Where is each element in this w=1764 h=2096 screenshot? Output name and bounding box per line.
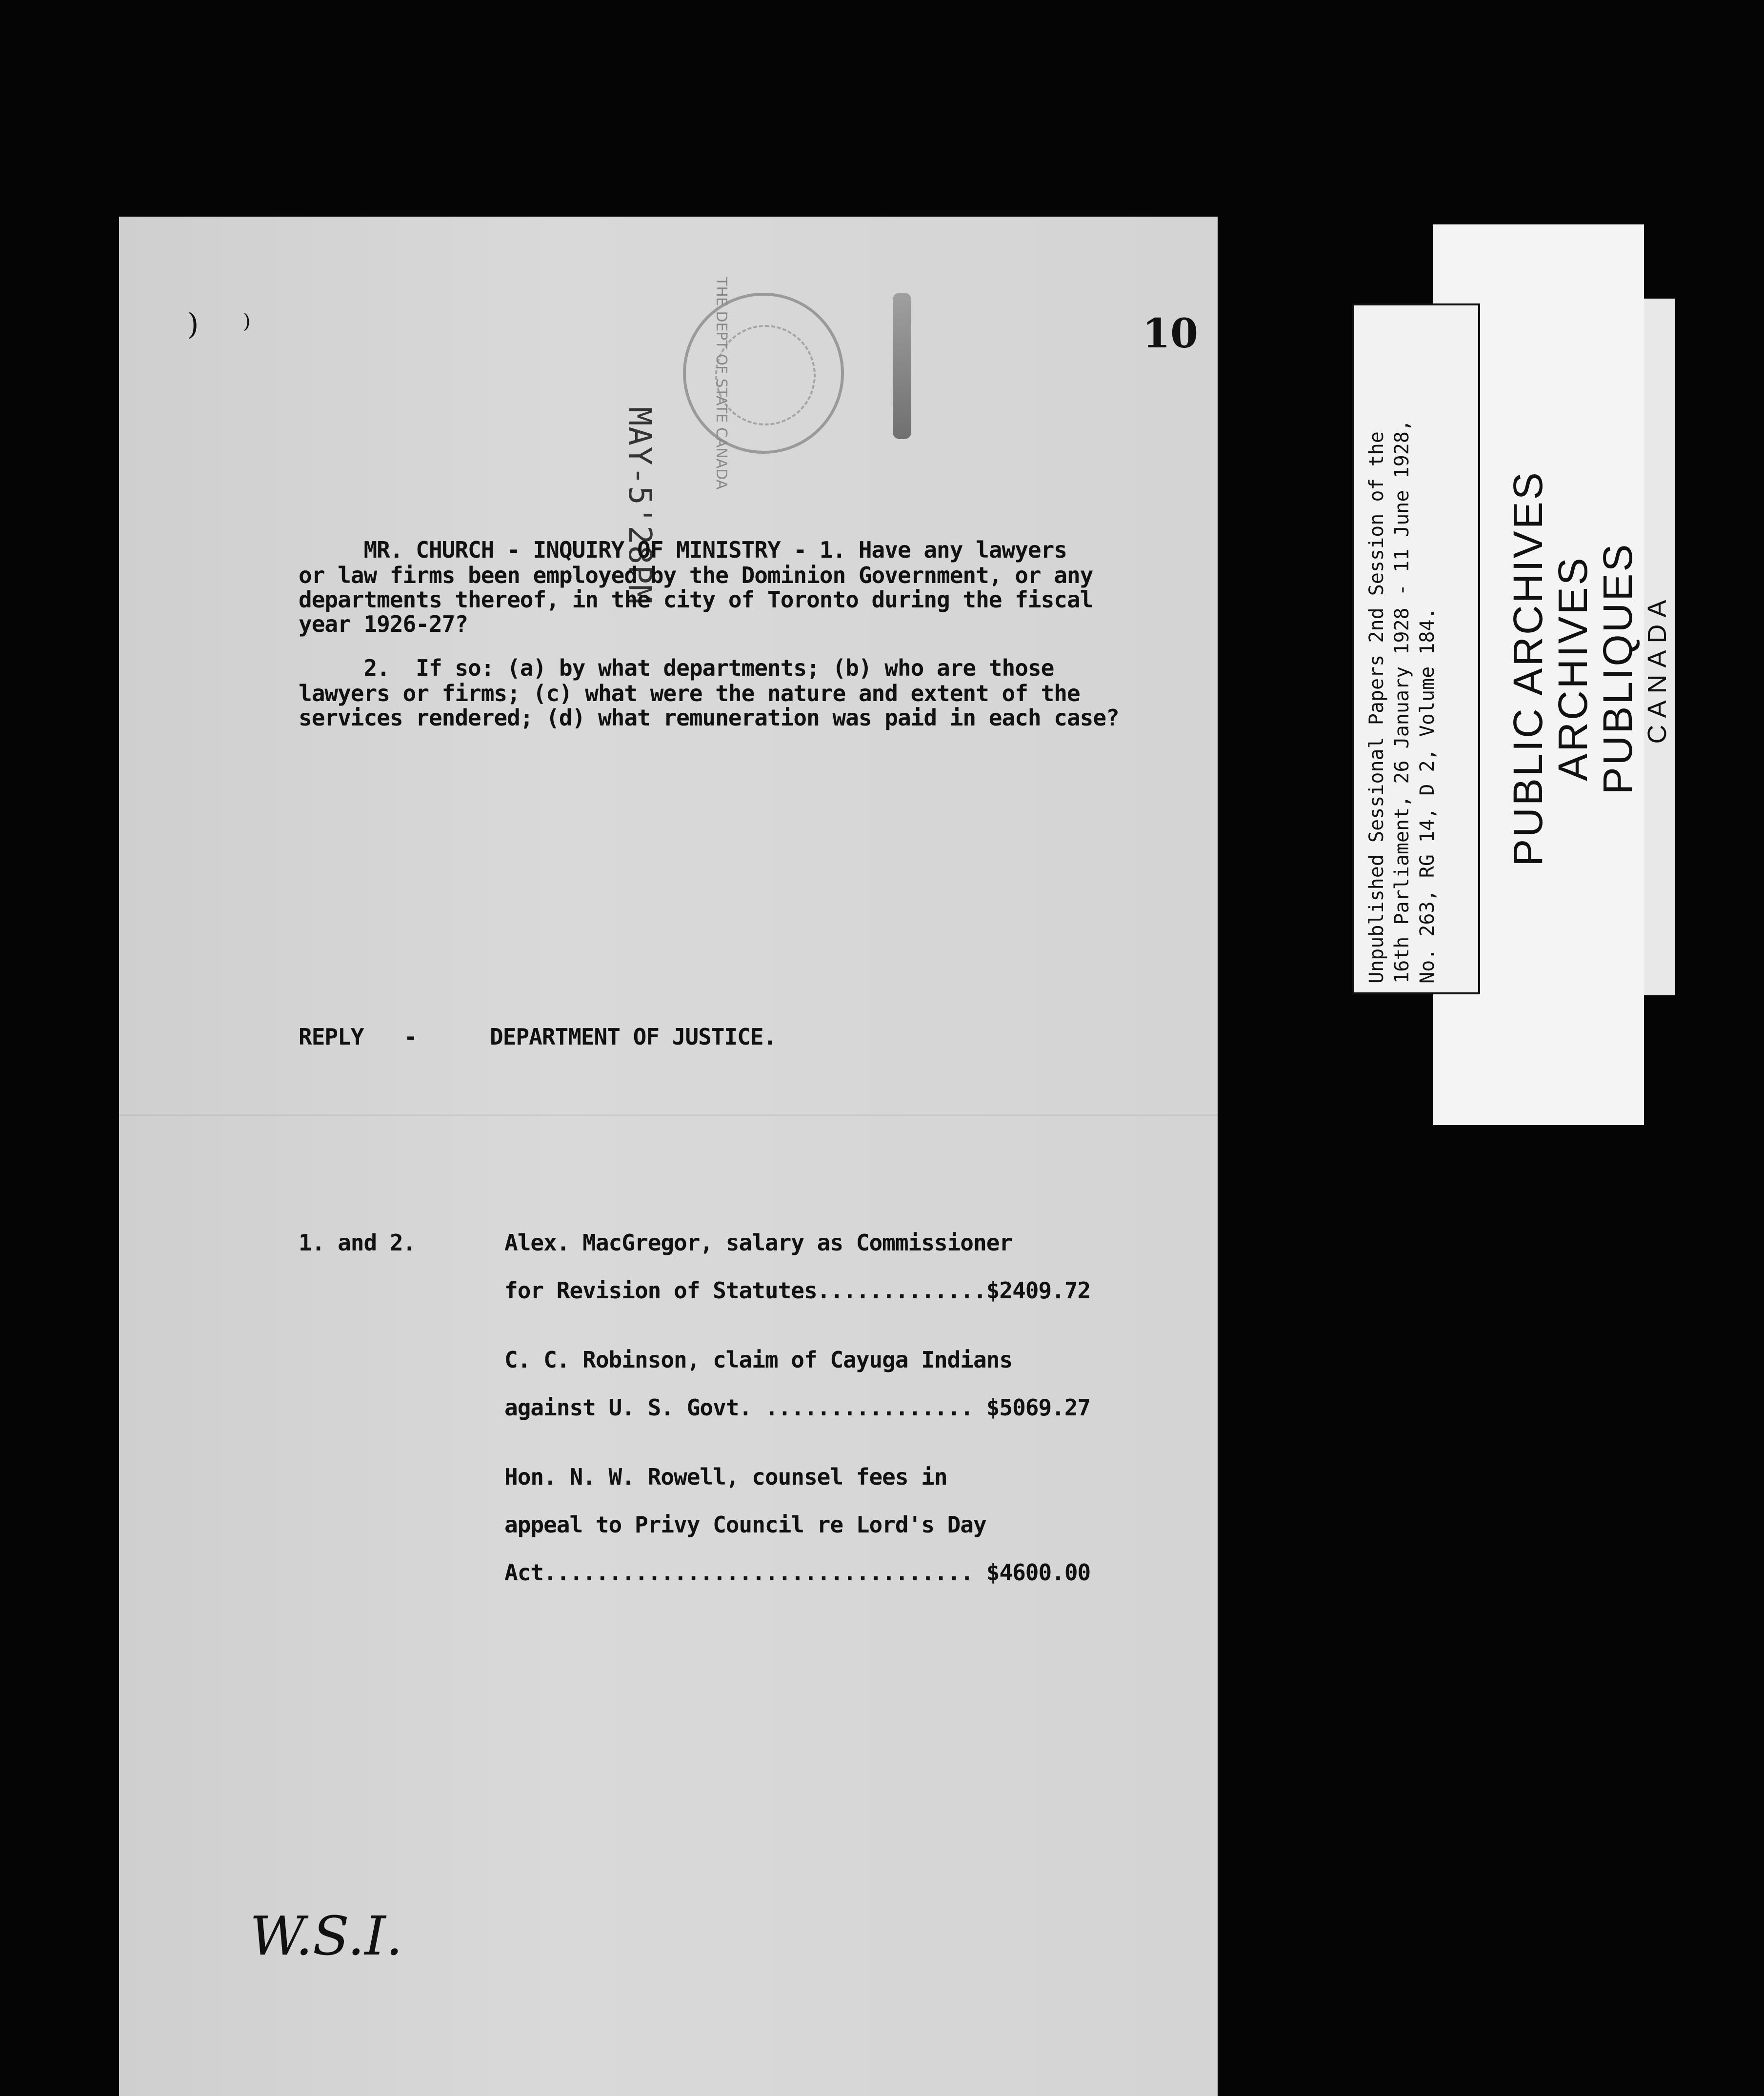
margin-mark: ) bbox=[187, 307, 199, 342]
answer-line: appeal to Privy Council re Lord's Day bbox=[504, 1512, 986, 1538]
answer-line: Act................................. $4600.00 bbox=[504, 1559, 1091, 1586]
reply-dash: - bbox=[404, 1024, 417, 1050]
reference-line: No. 263, RG 14, D 2, Volume 184. bbox=[1416, 607, 1439, 984]
department-seal-stamp bbox=[683, 277, 844, 490]
archives-stamp-text bbox=[1505, 424, 1674, 912]
archives-line-1: PUBLIC ARCHIVES bbox=[1505, 470, 1551, 867]
archive-reference-text bbox=[1364, 315, 1440, 984]
question-line: year 1926-27? bbox=[299, 611, 468, 637]
answer-number: 1. and 2. bbox=[299, 1229, 416, 1256]
document-page bbox=[119, 217, 1218, 2096]
answer-line: C. C. Robinson, claim of Cayuga Indians bbox=[504, 1347, 1013, 1373]
question-line: MR. CHURCH - INQUIRY OF MINISTRY - 1. Have any lawyers bbox=[299, 537, 1067, 563]
margin-mark: ) bbox=[243, 310, 251, 333]
ink-stroke bbox=[893, 293, 911, 439]
answer-line: for Revision of Statutes.............$2409.72 bbox=[504, 1277, 1091, 1304]
answer-line: against U. S. Govt. ................ $5069.27 bbox=[504, 1394, 1091, 1421]
handwritten-initials: W.S.I. bbox=[250, 1905, 403, 1967]
seal-inner-ring bbox=[715, 325, 816, 425]
answer-line: Alex. MacGregor, salary as Commissioner bbox=[504, 1229, 1013, 1256]
question-line: departments thereof, in the city of Toronto during the fiscal bbox=[299, 586, 1093, 613]
question-line: 2. If so: (a) by what departments; (b) who are those bbox=[299, 655, 1054, 681]
archives-line-2: ARCHIVES PUBLIQUES bbox=[1550, 542, 1641, 795]
page-number: 10 bbox=[1143, 310, 1199, 357]
reply-department: DEPARTMENT OF JUSTICE. bbox=[490, 1024, 777, 1050]
answer-line: Hon. N. W. Rowell, counsel fees in bbox=[504, 1464, 947, 1490]
question-line: or law firms been employed by the Dominion Government, or any bbox=[299, 562, 1093, 588]
archives-line-3: CANADA bbox=[1643, 593, 1672, 744]
question-line: lawyers or firms; (c) what were the nature and extent of the bbox=[299, 680, 1080, 706]
reply-label: REPLY bbox=[299, 1024, 364, 1050]
question-line: services rendered; (d) what remuneration was paid in each case? bbox=[299, 705, 1119, 731]
reference-line: Unpublished Sessional Papers 2nd Session of the bbox=[1365, 431, 1388, 984]
fold-line bbox=[119, 1114, 1218, 1116]
reference-line: 16th Parliament, 26 January 1928 - 11 June 1928, bbox=[1391, 420, 1413, 984]
date-stamp: MAY-5'28PM bbox=[621, 407, 658, 605]
archive-reference-label bbox=[1352, 303, 1480, 994]
seal-text: THE DEPT OF STATE CANADA bbox=[713, 277, 730, 490]
